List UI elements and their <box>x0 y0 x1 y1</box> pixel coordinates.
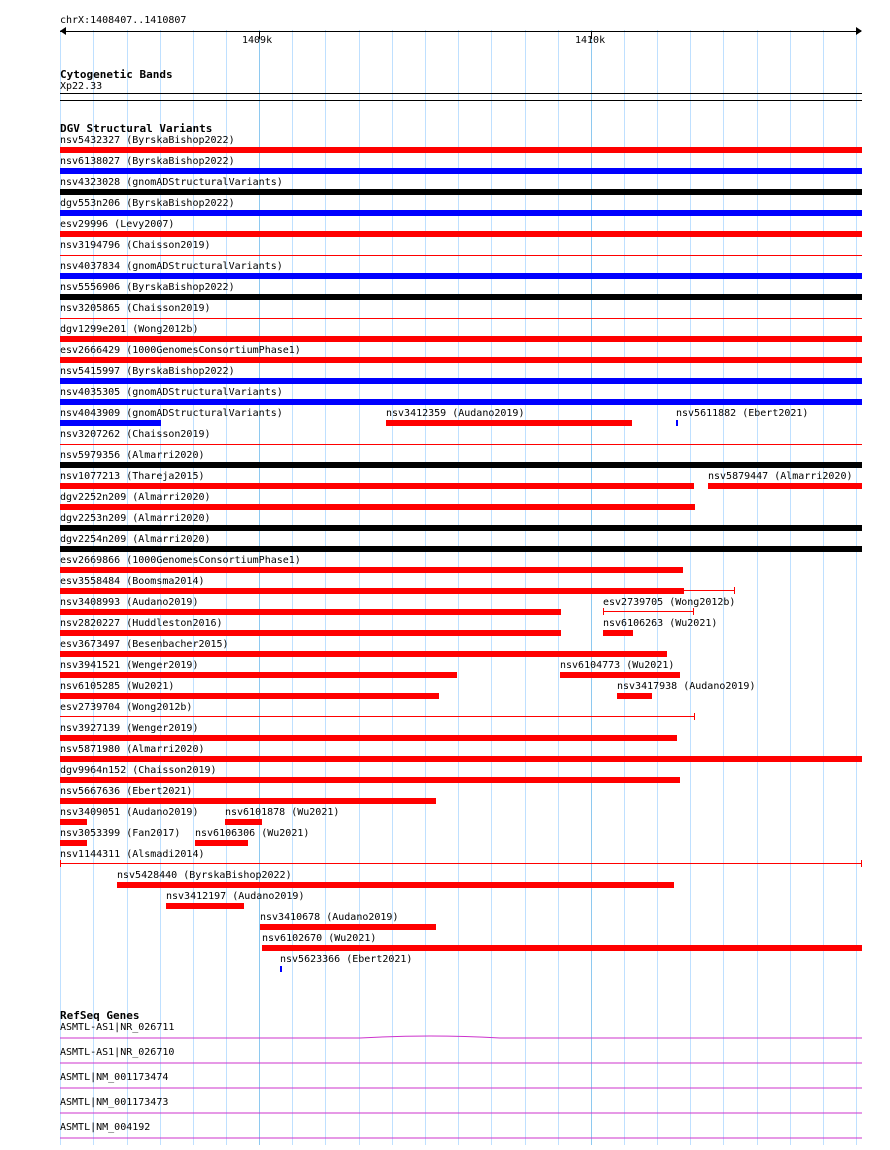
variant-label[interactable]: nsv4035305 (gnomADStructuralVariants) <box>60 387 283 398</box>
variant-label[interactable]: nsv5556906 (ByrskaBishop2022) <box>60 282 235 293</box>
variant-bar[interactable] <box>60 716 695 717</box>
grid-line <box>723 30 724 1145</box>
variant-label[interactable]: nsv5623366 (Ebert2021) <box>280 954 413 965</box>
variant-label[interactable]: nsv2820227 (Huddleston2016) <box>60 618 223 629</box>
variant-bar[interactable] <box>60 504 695 510</box>
variant-bar[interactable] <box>60 735 677 741</box>
variant-bar[interactable] <box>60 399 862 405</box>
variant-label[interactable]: nsv6106306 (Wu2021) <box>195 828 310 839</box>
variant-label[interactable]: nsv5611882 (Ebert2021) <box>676 408 809 419</box>
variant-bar[interactable] <box>60 840 87 846</box>
variant-bar[interactable] <box>262 945 862 951</box>
variant-label[interactable]: dgv9964n152 (Chaisson2019) <box>60 765 217 776</box>
gene-label[interactable]: ASMTL|NM_004192 <box>60 1122 151 1133</box>
variant-label[interactable]: esv3673497 (Besenbacher2015) <box>60 639 229 650</box>
variant-bar[interactable] <box>684 590 735 591</box>
variant-bar[interactable] <box>60 210 862 216</box>
variant-label[interactable]: dgv2253n209 (Almarri2020) <box>60 513 211 524</box>
variant-bar-end <box>693 608 694 615</box>
variant-label[interactable]: nsv3053399 (Fan2017) <box>60 828 181 839</box>
gene-label[interactable]: ASMTL-AS1|NR_026711 <box>60 1022 175 1033</box>
variant-bar[interactable] <box>60 189 862 195</box>
variant-bar[interactable] <box>617 693 652 699</box>
variant-bar[interactable] <box>60 819 87 825</box>
variant-bar[interactable] <box>60 318 862 319</box>
variant-bar[interactable] <box>60 483 694 489</box>
grid-line <box>823 30 824 1145</box>
locus-label: chrX:1408407..1410807 <box>60 15 187 26</box>
variant-bar[interactable] <box>60 420 161 426</box>
variant-bar[interactable] <box>195 840 248 846</box>
ruler-axis <box>60 31 861 32</box>
variant-bar[interactable] <box>560 672 680 678</box>
variant-label[interactable]: nsv6104773 (Wu2021) <box>560 660 675 671</box>
variant-bar-end <box>694 713 695 720</box>
variant-label[interactable]: esv2669866 (1000GenomesConsortiumPhase1) <box>60 555 301 566</box>
variant-label[interactable]: esv2739704 (Wong2012b) <box>60 702 193 713</box>
dgv-title: DGV Structural Variants <box>60 122 213 135</box>
grid-line <box>690 30 691 1145</box>
tick-label-1410k: 1410k <box>575 35 606 46</box>
gene-model[interactable] <box>60 1030 862 1042</box>
variant-bar-end <box>734 587 735 594</box>
variant-label[interactable]: nsv5432327 (ByrskaBishop2022) <box>60 135 235 146</box>
variant-label[interactable]: nsv5667636 (Ebert2021) <box>60 786 193 797</box>
variant-bar[interactable] <box>166 903 244 909</box>
variant-bar[interactable] <box>117 882 674 888</box>
variant-bar[interactable] <box>603 611 694 612</box>
variant-label[interactable]: nsv6105285 (Wu2021) <box>60 681 175 692</box>
variant-bar-end <box>60 860 61 867</box>
variant-bar[interactable] <box>603 630 633 636</box>
variant-label[interactable]: nsv6101878 (Wu2021) <box>225 807 340 818</box>
gene-model[interactable] <box>60 1130 862 1142</box>
variant-bar[interactable] <box>60 357 862 363</box>
variant-label[interactable]: dgv1299e201 (Wong2012b) <box>60 324 199 335</box>
variant-bar[interactable] <box>60 546 862 552</box>
variant-bar[interactable] <box>225 819 262 825</box>
variant-label[interactable]: nsv3194796 (Chaisson2019) <box>60 240 211 251</box>
variant-label[interactable]: nsv3409051 (Audano2019) <box>60 807 199 818</box>
variant-bar[interactable] <box>60 651 667 657</box>
variant-bar[interactable] <box>60 336 862 342</box>
variant-label[interactable]: nsv4323028 (gnomADStructuralVariants) <box>60 177 283 188</box>
left-arrow-icon[interactable] <box>60 27 66 35</box>
variant-bar[interactable] <box>60 756 862 762</box>
gene-label[interactable]: ASMTL-AS1|NR_026710 <box>60 1047 175 1058</box>
variant-bar[interactable] <box>60 444 862 445</box>
variant-label[interactable]: nsv3941521 (Wenger2019) <box>60 660 199 671</box>
variant-bar-end <box>861 860 862 867</box>
grid-line <box>757 30 758 1145</box>
variant-label[interactable]: nsv3417938 (Audano2019) <box>617 681 756 692</box>
variant-label[interactable]: nsv3412197 (Audano2019) <box>166 891 305 902</box>
variant-bar[interactable] <box>60 777 680 783</box>
grid-line <box>856 30 857 1145</box>
variant-bar[interactable] <box>60 273 862 279</box>
variant-label[interactable]: nsv3205865 (Chaisson2019) <box>60 303 211 314</box>
variant-bar[interactable] <box>60 672 457 678</box>
cytoband-line[interactable] <box>60 100 862 101</box>
variant-label[interactable]: esv2739705 (Wong2012b) <box>603 597 736 608</box>
variant-bar[interactable] <box>60 168 862 174</box>
variant-label[interactable]: nsv5879447 (Almarri2020) <box>708 471 853 482</box>
gene-label[interactable]: ASMTL|NM_001173474 <box>60 1072 169 1083</box>
cytoband-title: Cytogenetic Bands <box>60 68 173 81</box>
variant-label[interactable]: dgv553n206 (ByrskaBishop2022) <box>60 198 235 209</box>
variant-label[interactable]: esv29996 (Levy2007) <box>60 219 175 230</box>
variant-bar[interactable] <box>386 420 632 426</box>
variant-label[interactable]: dgv2254n209 (Almarri2020) <box>60 534 211 545</box>
variant-bar[interactable] <box>60 147 862 153</box>
variant-label[interactable]: nsv4043909 (gnomADStructuralVariants) <box>60 408 283 419</box>
cytoband-label: Xp22.33 <box>60 81 103 92</box>
variant-label[interactable]: nsv6106263 (Wu2021) <box>603 618 718 629</box>
variant-bar[interactable] <box>676 420 678 426</box>
variant-bar[interactable] <box>60 588 684 594</box>
grid-line <box>790 30 791 1145</box>
variant-label[interactable]: nsv5415997 (ByrskaBishop2022) <box>60 366 235 377</box>
tick-label-1409k: 1409k <box>242 35 273 46</box>
variant-bar[interactable] <box>708 483 862 489</box>
variant-bar[interactable] <box>60 378 862 384</box>
variant-label[interactable]: esv2666429 (1000GenomesConsortiumPhase1) <box>60 345 301 356</box>
variant-label[interactable]: nsv6138027 (ByrskaBishop2022) <box>60 156 235 167</box>
variant-label[interactable]: esv3558484 (Boomsma2014) <box>60 576 205 587</box>
gene-model[interactable] <box>60 1055 862 1067</box>
variant-bar[interactable] <box>60 255 862 256</box>
variant-label[interactable]: nsv5428440 (ByrskaBishop2022) <box>117 870 292 881</box>
gene-model[interactable] <box>60 1105 862 1117</box>
variant-label[interactable]: nsv3408993 (Audano2019) <box>60 597 199 608</box>
variant-bar[interactable] <box>60 231 862 237</box>
variant-label[interactable]: nsv5871980 (Almarri2020) <box>60 744 205 755</box>
variant-bar[interactable] <box>60 798 436 804</box>
gene-label[interactable]: ASMTL|NM_001173473 <box>60 1097 169 1108</box>
variant-bar[interactable] <box>60 693 439 699</box>
variant-label[interactable]: nsv1077213 (Thareja2015) <box>60 471 205 482</box>
variant-label[interactable]: nsv3207262 (Chaisson2019) <box>60 429 211 440</box>
variant-label[interactable]: nsv3927139 (Wenger2019) <box>60 723 199 734</box>
variant-bar[interactable] <box>280 966 282 972</box>
variant-bar[interactable] <box>60 525 862 531</box>
variant-bar[interactable] <box>260 924 436 930</box>
variant-bar[interactable] <box>60 294 862 300</box>
variant-bar[interactable] <box>60 462 862 468</box>
variant-label[interactable]: nsv3412359 (Audano2019) <box>386 408 525 419</box>
variant-label[interactable]: nsv3410678 (Audano2019) <box>260 912 399 923</box>
cytoband-line[interactable] <box>60 93 862 94</box>
variant-bar[interactable] <box>60 567 683 573</box>
variant-label[interactable]: dgv2252n209 (Almarri2020) <box>60 492 211 503</box>
variant-label[interactable]: nsv5979356 (Almarri2020) <box>60 450 205 461</box>
variant-bar[interactable] <box>60 863 862 864</box>
variant-bar-end <box>603 608 604 615</box>
right-arrow-icon[interactable] <box>856 27 862 35</box>
variant-label[interactable]: nsv6102670 (Wu2021) <box>262 933 377 944</box>
variant-label[interactable]: nsv1144311 (Alsmadi2014) <box>60 849 205 860</box>
variant-bar[interactable] <box>60 630 561 636</box>
refseq-title: RefSeq Genes <box>60 1009 140 1022</box>
variant-label[interactable]: nsv4037834 (gnomADStructuralVariants) <box>60 261 283 272</box>
variant-bar[interactable] <box>60 609 561 615</box>
gene-model[interactable] <box>60 1080 862 1092</box>
